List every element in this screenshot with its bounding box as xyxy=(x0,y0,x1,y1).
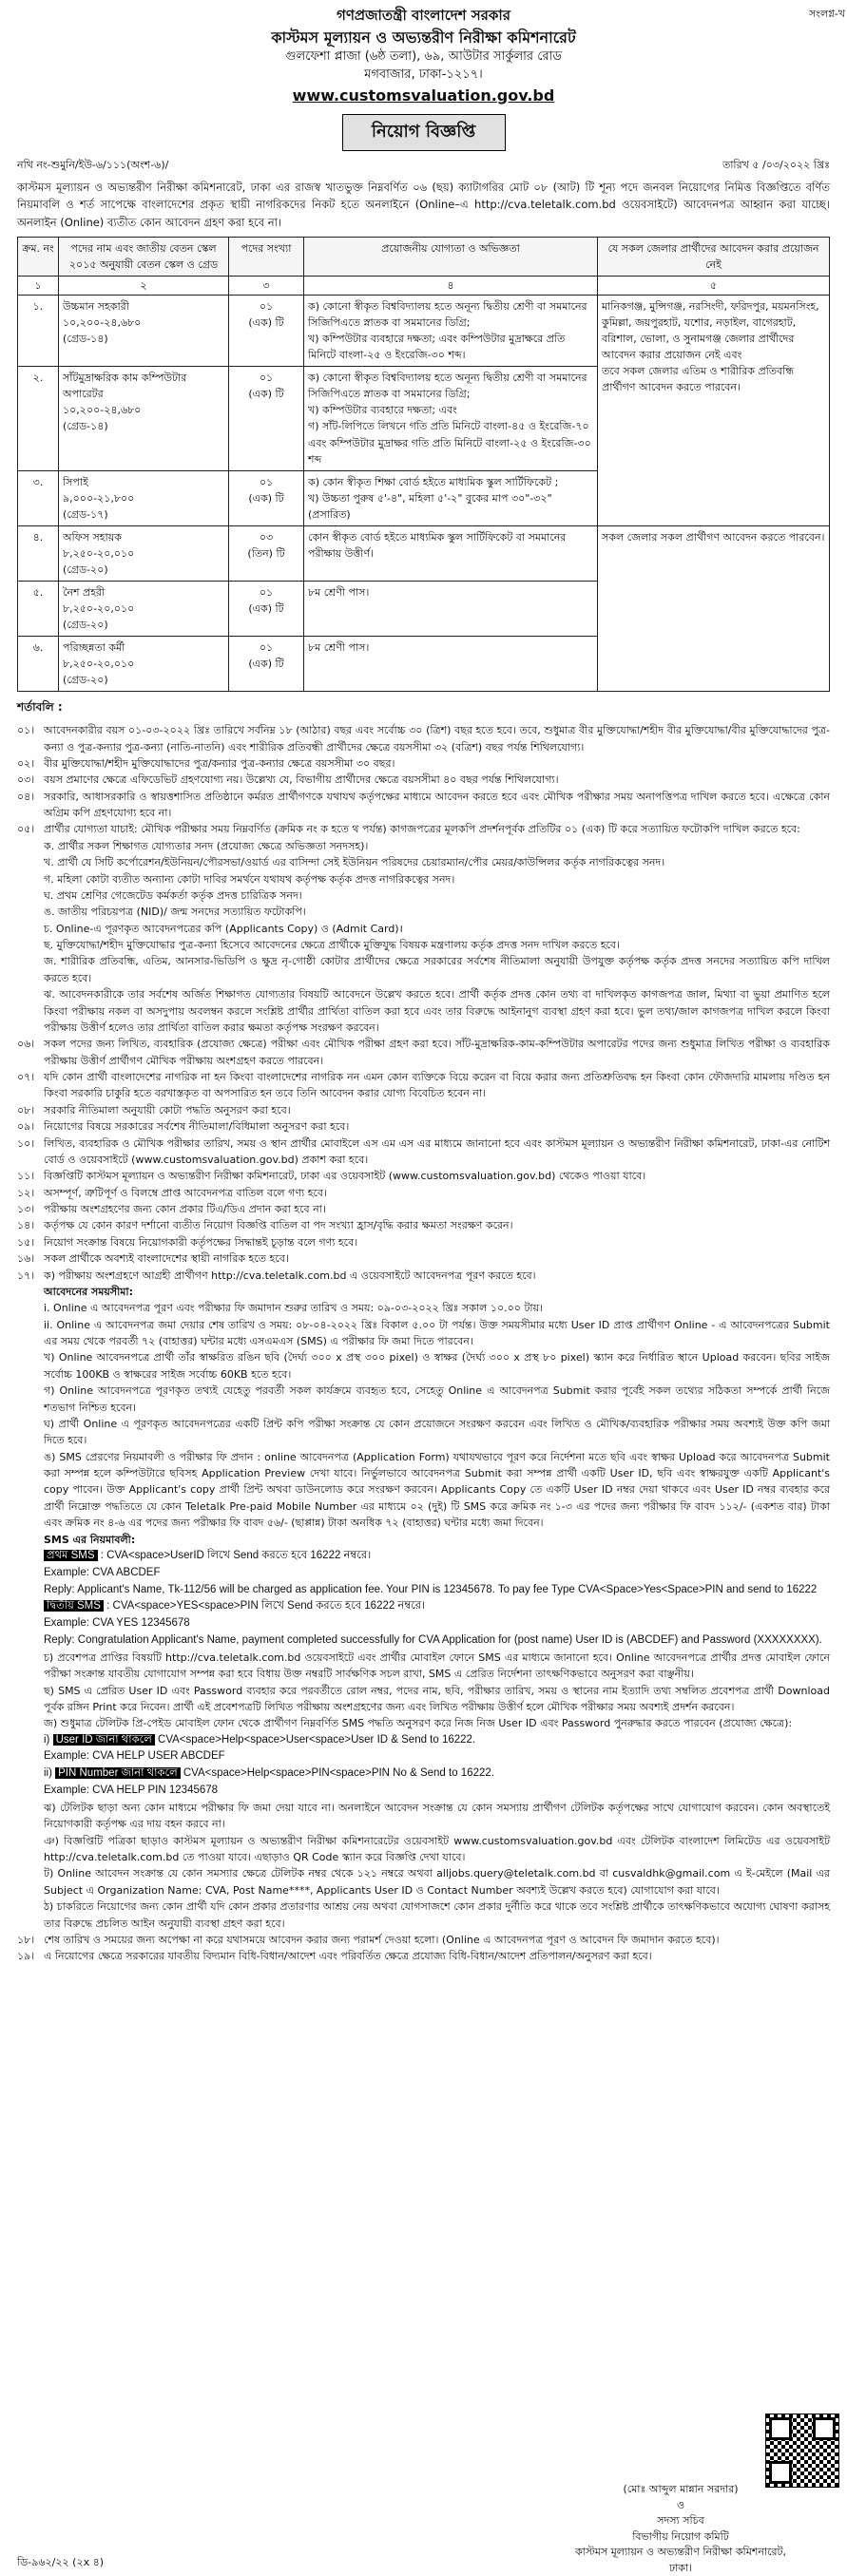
term xyxy=(17,1185,830,1201)
final-note-text: ঞ) বিজ্ঞপ্তিটি পত্রিকা ছাড়াও কাস্টমস মূল্যায়ন ও অভ্যন্তরীণ নিরীক্ষা কমিশনারেটের ওয়েবসাইট www.customsvaluation.gov.bd এবং টেলিটক বাংলাদেশ লিমিটেড এর ওয়েবসাইট http://cva.teletalk.com.bd তে পাওয়া যাবে। এছাড়াও QR Code স্ক্যান করে বিজ্ঞপ্তি দেখা যাবে। xyxy=(44,1834,830,1864)
footer-code: ডি-৯৬২/২২ (২x ৪) xyxy=(17,2556,105,2568)
post-cell: সিপাই ৯,০০০-২১,৮০০ (গ্রেড-১৭) xyxy=(59,470,229,525)
term xyxy=(17,1069,830,1102)
term-number: ১২। xyxy=(17,1186,35,1199)
final-note-text: ঝ) টেলিটক ছাড়া অন্য কোন মাধ্যমে পরীক্ষার ফি জমা দেয়া যাবে না। অনলাইনে আবেদন সংক্রান্ত যে কোন সমস্যায় প্রার্থীগণ টেলিটক কর্তৃপক্ষের সাথে যোগাযোগ করবেন। কোন অবস্থাতেই নিয়োগকারী কর্তৃপক্ষ এর দায় বহন করবে না। xyxy=(44,1801,830,1831)
government-name: গণপ্রজাতন্ত্রী বাংলাদেশ সরকার xyxy=(337,7,510,24)
term-number: ০৮। xyxy=(17,1103,35,1116)
count-cell: ০১ (এক) টি xyxy=(229,367,304,470)
annex-tag: সংলগ্ন-খ xyxy=(809,8,845,20)
term xyxy=(17,1268,830,1284)
final-note-text: ট) Online আবেদন সংক্রান্ত যে কোন সমস্যার ক্ষেত্রে টেলিটক নম্বর থেকে ১২১ নম্বরে অথবা alljobs.query@teletalk.com.bd বা cusvaldhk@gmail.com এ ই-মেইলে (Mail এর Subject এ Organization Name: CVA, Post Name****, Applicants User ID ও Contact Number অবশ্যই উল্লেখ করতে হবে) যোগাযোগ করা যাবে। xyxy=(44,1867,830,1897)
reference-number: নথি নং-শুমুনি/ইউ-৬/১১১(অংশ-৬)/ xyxy=(17,158,169,171)
qr-code-icon xyxy=(765,2414,839,2488)
final-note-text: ঠ) চাকরিতে নিয়োগের জন্য কোন প্রার্থী যদি কোন প্রকার প্রতারণার আশ্রয় নেয় অথবা যোগসাজশে কোন প্রকার দুর্নীতি করে থাকে তবে সংশ্লিষ্ট প্রার্থীকে তাৎক্ষণিকভাবে অযোগ্য ঘোষণা করাসহ তার বিরুদ্ধে প্রচলিত আইন অনুযায়ী ব্যবস্থা গ্রহণ করা হবে। xyxy=(44,1900,830,1930)
serial-cell: ৩. xyxy=(18,470,59,525)
term xyxy=(17,1118,830,1135)
term-text: বিজ্ঞপ্তিটি কাস্টমস মূল্যায়ন ও অভ্যন্তরীণ নিরীক্ষা কমিশনারেট, ঢাকা এর ওয়েবসাইট (www.customsvaluation.gov.bd) থেকেও পাওয়া যাবে। xyxy=(44,1170,646,1183)
term-number: ১৬। xyxy=(17,1252,35,1266)
col-number: ১ xyxy=(18,277,59,296)
serial-cell: ২. xyxy=(18,367,59,470)
notice-page xyxy=(17,6,830,1965)
application-instructions xyxy=(17,1300,830,1531)
application-timeline-title: আবেদনের সময়সীমা: xyxy=(44,1285,133,1298)
address-line-1: গুলফেশা প্লাজা (৬ষ্ঠ তলা), ৬৯, আউটার সার্কুলার রোড xyxy=(285,48,562,64)
col-header-count: পদের সংখ্যা xyxy=(229,237,304,276)
lost-userid-command: CVA<space>Help<space>User<space>User ID & Send to 16222. xyxy=(158,1733,476,1746)
qualification-cell: ৮ম শ্রেণী পাস। xyxy=(304,581,598,636)
lost-pin-label: PIN Number জানা থাকলে xyxy=(55,1767,181,1779)
sms-note: জ) শুধুমাত্র টেলিটক প্রি-পেইড মোবাইল ফোন থেকে প্রার্থীগণ নিম্নবর্ণিত SMS পদ্ধতি অনুসরণ করে নিজ নিজ User ID এবং Password পুনরুদ্ধার করতে পারবেন (প্রযোজ্য ক্ষেত্রে): xyxy=(44,1717,793,1730)
term-text: প্রার্থীর যোগ্যতা যাচাই: মৌখিক পরীক্ষার সময় নিম্নবর্ণিত (ক্রমিক নং ক হতে থ পর্যন্ত) কাগজপত্রের মূলকপি প্রদর্শনপূর্বক প্রতিটির ০১ (এক) টি করে সত্যায়িত ফটোকপি দাখিল করতে হবে: ক. প্রার্থীর সকল শিক্ষাগত যোগ্যতার সনদ (প্রযোজ্য ক্ষেত্রে অভিজ্ঞতা সনদসহ)। খ. প্রার্থী যে সিটি কর্পোরেশন/ইউনিয়ন/পৌরসভা/ওয়ার্ড এর বাসিন্দা সেই ইউনিয়ন পরিষদের চেয়ারম্যান/পৌর মেয়র/কাউন্সিলর কর্তৃক নাগরিকত্বের সনদ। গ. মহিলা কোটা ব্যতীত অন্যান্য কোটা দাবির সমর্থনে যথাযথ কর্তৃপক্ষ কর্তৃক প্রদত্ত নাগরিকত্বের সনদ। ঘ. প্রথম শ্রেণির গেজেটেড কর্মকর্তা কর্তৃক প্রদত্ত চারিত্রিক সনদ। ঙ. জাতীয় পরিচয়পত্র (NID)/ জন্ম সনদের সত্যায়িত ফটোকপি। চ. Online-এ পূরণকৃত আবেদনপত্রের কপি (Applicants Copy) ও (Admit Card)। ছ. মুক্তিযোদ্ধা/শহীদ মুক্তিযোদ্ধার পুত্র-কন্যা হিসেবে আবেদনের ক্ষেত্রে প্রার্থীকে মুক্তিযুদ্ধ বিষয়ক মন্ত্রণালয় কর্তৃক প্রদত্ত সনদ দাখিল করতে হবে। জ. শারীরিক প্রতিবন্ধি, এতিম, আনসার-ভিডিপি ও ক্ষুদ্র নৃ-গোষ্ঠী কোটার প্রার্থীদের ক্ষেত্রে সরকারের সর্বশেষ নীতিমালা অনুযায়ী উপযুক্ত কর্তৃপক্ষ কর্তৃক প্রদত্ত সনদের সত্যায়িত কপি দাখিল করতে হবে। ঝ. আবেদনকারীকে তার সর্বশেষ অর্জিত শিক্ষাগত যোগ্যতার বিষয়টি আবেদনে উল্লেখ করতে হবে। প্রার্থী কর্তৃক প্রদত্ত কোন তথ্য বা দাখিলকৃত কাগজপত্র জাল, মিথ্যা বা ভুয়া প্রমাণিত হলে কিংবা পরীক্ষায় নকল বা অসদুপায় অবলম্বন করলে সংশ্লিষ্ট প্রার্থীর প্রার্থিতা বাতিল করা হবে এবং তার বিরুদ্ধে আইনানুগ ব্যবস্থা গ্রহণ করা হবে। ভুল তথ্য/জাল কাগজপত্র দাখিল করলে কিংবা পরীক্ষায় উত্তীর্ণ হলেও তার প্রার্থিতা বাতিল করার ক্ষমতা কর্তৃপক্ষ সংরক্ষণ করবেন। xyxy=(44,823,830,1034)
col-header-qualification: প্রয়োজনীয় যোগ্যতা ও অভিজ্ঞতা xyxy=(304,237,598,276)
term-text: বয়স প্রমাণের ক্ষেত্রে এফিডেভিট গ্রহণযোগ্য নয়। উল্লেখ্য যে, বিভাগীয় প্রার্থীদের ক্ষেত্রে বয়সসীমা ৪০ বছর পর্যন্ত শিথিলযোগ্য। xyxy=(44,773,559,787)
col-header-serial: ক্রম. নং xyxy=(18,237,59,276)
serial-cell: ৬. xyxy=(18,637,59,692)
header xyxy=(17,6,830,106)
application-instruction: ঘ) প্রার্থী Online এ পূরণকৃত আবেদনপত্রের একটি প্রিন্ট কপি পরীক্ষা সংক্রান্ত যে কোন প্রয়োজনে সংরক্ষণ করবেন এবং লিখিত ও মৌখিক/ব্যবহারিক পরীক্ষার সময় অবশ্যই উক্ত কপি জমা দিতে হবে। xyxy=(44,1417,830,1447)
lost-userid-example: Example: CVA HELP USER ABCDEF xyxy=(44,1750,225,1763)
lost-pin-command: CVA<space>Help<space>PIN<space>PIN No & Send to 16222. xyxy=(183,1767,494,1780)
post-cell: উচ্চমান সহকারী ১০,২০০-২৪,৬৮০ (গ্রেড-১৪) xyxy=(59,296,229,367)
term xyxy=(17,1201,830,1217)
term-number: ১৭। xyxy=(17,1269,35,1282)
sms-notes xyxy=(17,1650,830,1732)
final-note-number xyxy=(17,1899,44,1932)
reference-line xyxy=(17,157,830,175)
term-number: ১১। xyxy=(17,1170,35,1183)
lost-userid-label: User ID জানা থাকলে xyxy=(53,1734,155,1746)
count-cell: ০১ (এক) টি xyxy=(229,637,304,692)
term xyxy=(17,1250,830,1267)
districts-cell: সকল জেলার সকল প্রার্থীগণ আবেদন করতে পারবেন। xyxy=(598,525,830,691)
qualification-cell: ক) কোন স্বীকৃত শিক্ষা বোর্ড হইতে মাধ্যমিক স্কুল সার্টিফিকেট ; খ) উচ্চতা পুরুষ ৫'-৪", মহিলা ৫'-২" বুকের মাপ ৩০"-৩২" (প্রসারিত) xyxy=(304,470,598,525)
terms-list xyxy=(17,722,830,1284)
term-text: নিয়োগের বিষয়ে সরকারের সর্বশেষ নীতিমালা/বিধিমালা অনুসরণ করা হবে। xyxy=(44,1120,350,1134)
qualification-cell: ৮ম শ্রেণী পাস। xyxy=(304,637,598,692)
term-text: ক) পরীক্ষায় অংশগ্রহণে আগ্রহী প্রার্থীগণ http://cva.teletalk.com.bd এ ওয়েবসাইটে আবেদনপত্র পূরণ করতে হবে। xyxy=(44,1269,536,1282)
term xyxy=(17,1036,830,1069)
final-note-text: এ নিয়োগের ক্ষেত্রে সরকারের যাবতীয় বিদ্যমান বিধি-বিধান/আদেশ এবং পরিবর্তিত ক্ষেত্রে প্রযোজ্য বিধি-বিধান/আদেশ প্রতিপালন/অনুসরণ করা হবে। xyxy=(44,1950,652,1963)
term-text: নিয়োগ সংক্রান্ত বিষয়ে নিয়োগকারী কর্তৃপক্ষের সিদ্ধান্তই চূড়ান্ত বলে গণ্য হবে। xyxy=(44,1235,358,1249)
qualification-cell: ক) কোনো স্বীকৃত বিশ্ববিদ্যালয় হতে অনূন্য দ্বিতীয় শ্রেণী বা সমমানের সিজিপিএতে স্নাতক বা সমমানের ডিগ্রি; খ) কম্পিউটার ব্যবহারে দক্ষতা; এবং কম্পিউটার মুদ্রাক্ষরে প্রতি মিনিটে বাংলা-২৫ ও ইংরেজি-৩০ শব্দ। xyxy=(304,296,598,367)
term-text: সকল প্রার্থীকে অবশ্যই বাংলাদেশের স্থায়ী নাগরিক হতে হবে। xyxy=(44,1252,289,1266)
term-number: ০৩। xyxy=(17,773,35,787)
qualification-cell: কোন স্বীকৃত বোর্ড হইতে মাধ্যমিক স্কুল সার্টিফিকেট বা সমমানের পরীক্ষায় উত্তীর্ণ। xyxy=(304,525,598,581)
signatory-organization: কাস্টমস মূল্যায়ন ও অভ্যন্তরীণ নিরীক্ষা কমিশনারেট, ঢাকা। xyxy=(574,2546,787,2574)
signatory-name: (মোঃ আব্দুল মান্নান সরদার) xyxy=(623,2483,739,2495)
serial-cell: ১. xyxy=(18,296,59,367)
first-sms-example: Example: CVA ABCDEF xyxy=(44,1566,161,1578)
lost-pin-example: Example: CVA HELP PIN 12345678 xyxy=(44,1784,219,1797)
term xyxy=(17,821,830,1036)
term xyxy=(17,772,830,788)
final-note-number: ১৯। xyxy=(17,1950,35,1963)
count-cell: ০৩ (তিন) টি xyxy=(229,525,304,581)
term-number: ০৬। xyxy=(17,1038,35,1051)
sms-rules-title: SMS এর নিয়মাবলী: xyxy=(44,1533,136,1546)
term-text: সরকারি নীতিমালা অনুযায়ী কোটা পদ্ধতি অনুসরণ করা হবে। xyxy=(44,1103,291,1116)
districts-cell: মানিকগঞ্জ, মুন্সিগঞ্জ, নরসিংদী, ফরিদপুর, ময়মনসিংহ, কুমিল্লা, জয়পুরহাট, যশোর, নড়াইল, বাগেরহাট, বরিশাল, ভোলা, ও সুনামগঞ্জ জেলার প্রার্থীদের আবেদন করার প্রয়োজন নেই এবং তবে সকল জেলার এতিম ও শারীরিক প্রতিবন্ধি প্রার্থীগণ আবেদন করতে পারবেন। xyxy=(598,296,830,526)
final-note xyxy=(17,1800,830,1833)
application-instruction: ঙ) SMS প্রেরণের নিয়মাবলী ও পরীক্ষার ফি প্রদান : online আবেদনপত্র (Application Form) যথাযথভাবে পূরণ করে নির্দেশনা মতে ছবি এবং স্বাক্ষর Upload করে আবেদনপত্র Submit করা সম্পন্ন হলে কম্পিউটারে ছবিসহ Application Preview দেখা যাবে। নির্ভুলভাবে আবেদনপত্র Submit করা সম্পন্ন প্রার্থী একটি User ID, ছবি এবং স্বাক্ষরযুক্ত একটি Applicant's copy পাবেন। উক্ত Applicant's copy প্রার্থী প্রিন্ট অথবা ডাউনলোড করে সংরক্ষণ করবেন। Applicants Copy তে একটি User ID নম্বর দেয়া থাকবে এবং User ID নম্বর ব্যবহার করে প্রার্থী নিম্নোক্ত পদ্ধতিতে যে কোন Teletalk Pre-paid Mobile Number এর মাধ্যমে ০২ (দুই) টি SMS করে ক্রমিক নং ১-৩ এর পদের জন্য পরীক্ষার ফি বাবদ ১১২/- (একশত বার) টাকা এবং ক্রমিক নং ৪-৬ এর পদের জন্য পরীক্ষার ফি বাবদ ৫৬/- (ছাপ্পান্ন) টাকা অনধিক ৭২ (বাহাত্তর) ঘন্টার মধ্যে জমা দিবেন। xyxy=(44,1450,830,1530)
post-row xyxy=(18,525,830,581)
term-number: ১৫। xyxy=(17,1235,35,1249)
application-instruction: ii. Online এ আবেদনপত্র জমা দেয়ার শেষ তারিখ ও সময়: ০৮-০৪-২০২২ খ্রিঃ বিকাল ৫.০০ টা পর্যন্ত। উক্ত সময়সীমার মধ্যে User ID প্রাপ্ত প্রার্থীগণ Online - এ আবেদনপত্রের Submit এর সময় থেকে পরবর্তী ৭২ (বাহাত্তর) ঘন্টার মধ্যে এসএমএস (SMS) এ পরীক্ষার ফি জমা দিতে পারবেন। xyxy=(44,1318,830,1348)
col-number: ৩ xyxy=(229,277,304,296)
application-instruction: গ) Online আবেদনপত্রে পূরণকৃত তথ্যই যেহেতু পরবর্তী সকল কার্যক্রমে ব্যবহৃত হবে, সেহেতু Online এ আবেদনপত্র Submit করার পূর্বেই সকল তথ্যের সঠিকতা সম্পর্কে প্রার্থী নিজে শতভাগ নিশ্চিত হবেন। xyxy=(44,1384,830,1414)
second-sms-reply: Reply: Congratulation Applicant's Name, payment completed successfully for CVA Application for (post name) User ID is (ABCDEF) and Password (XXXXXXXX). xyxy=(44,1633,822,1646)
intro-paragraph: কাস্টমস মূল্যায়ন ও অভ্যন্তরীণ নিরীক্ষা কমিশনারেট, ঢাকা এর রাজস্ব খাতভুক্ত নিম্নবর্ণিত ০৬ (ছয়) ক্যাটাগরির মোট ০৮ (আট) টি শূন্য পদে জনবল নিয়োগের নিমিত্ত বিজ্ঞপ্তিতে বর্ণিত নিয়মাবলি ও শর্ত সাপেক্ষে বাংলাদেশের প্রকৃত স্থায়ী নাগরিকদের নিকট হতে অনলাইনে (Online–এ http://cva.teletalk.com.bd ওয়েবসাইটে) আবেদনপত্র আহ্বান করা যাচ্ছে। অনলাইন (Online) ব্যতীত কোন আবেদন গ্রহণ করা হবে না। xyxy=(17,180,830,229)
serial-cell: ৫. xyxy=(18,581,59,636)
col-header-districts: যে সকল জেলার প্রার্থীদের আবেদন করার প্রয়োজন নেই xyxy=(598,237,830,276)
second-sms-command: : CVA<space>YES<space>PIN লিখে Send করতে হবে 16222 নম্বরে। xyxy=(106,1600,426,1612)
final-note xyxy=(17,1865,830,1899)
term-number: ১০। xyxy=(17,1136,35,1150)
address-line-2: মগবাজার, ঢাকা-১২১৭। xyxy=(364,67,483,82)
post-cell: নৈশ প্রহরী ৮,২৫০-২০,০১০ (গ্রেড-২০) xyxy=(59,581,229,636)
term-text: লিখিত, ব্যবহারিক ও মৌখিক পরীক্ষার তারিখ, সময় ও স্থান প্রার্থীর মোবাইলে এস এম এস এর মাধ্যমে জানানো হবে এবং কাস্টমস মূল্যায়ন ও অভ্যন্তরীণ নিরীক্ষা কমিশনারেট, ঢাকা-এর নোটিশ বোর্ড ও ওয়েবসাইটে (www.customsvaluation.gov.bd) প্রকাশ করা হবে। xyxy=(44,1136,830,1166)
term-number: ১৪। xyxy=(17,1219,35,1232)
final-notes xyxy=(17,1800,830,1965)
term-text: অসম্পূর্ণ, ত্রুটিপূর্ণ ও বিলম্বে প্রাপ্ত আবেদনপত্র বাতিল বলে গণ্য হবে। xyxy=(44,1186,327,1199)
signatory-committee: বিভাগীয় নিয়োগ কমিটি xyxy=(632,2529,729,2543)
notice-date: তারিখ ৫ /০৩/২০২২ খ্রিঃ xyxy=(722,158,830,171)
final-note-text: শেষ তারিখ ও সময়ের জন্য অপেক্ষা না করে যথাসময়ে আবেদন করার জন্য পরামর্শ দেওয়া হলো। (Online এ আবেদনপত্র পূরণ ও আবেদন ফি জমাদান করতে হবে)। xyxy=(44,1933,720,1946)
term xyxy=(17,1102,830,1118)
signature-block xyxy=(571,2482,790,2576)
col-number: ৫ xyxy=(598,277,830,296)
second-sms-example: Example: CVA YES 12345678 xyxy=(44,1617,190,1630)
term-number: ০১। xyxy=(17,724,35,737)
final-note-number: ১৮। xyxy=(17,1933,35,1946)
first-sms-label: প্রথম SMS xyxy=(44,1550,98,1561)
first-sms-command: : CVA<space>UserID লিখে Send করতে হবে 16222 নম্বরে। xyxy=(100,1549,372,1561)
post-row xyxy=(18,296,830,367)
col-number: ২ xyxy=(59,277,229,296)
term xyxy=(17,722,830,755)
qualification-cell: ক) কোনো স্বীকৃত বিশ্ববিদ্যালয় হতে অনূন্য দ্বিতীয় শ্রেণী বা সমমানের সিজিপিএতে স্নাতক বা সমমানের ডিগ্রি; খ) কম্পিউটার ব্যবহারে দক্ষতা; এবং গ) সাঁট-লিপিতে লিখনে গতি প্রতি মিনিটে বাংলা-৪৫ ও ইংরেজি-৭০ এবং কম্পিউটার মুদ্রাক্ষর গতি প্রতি মিনিটে বাংলা-২৫ ও ইংরেজি-৩০ শব্দ xyxy=(304,367,598,470)
term-text: পরীক্ষায় অংশগ্রহণের জন্য কোন প্রকার টিএ/ডিএ প্রদান করা হবে না। xyxy=(44,1203,326,1216)
term xyxy=(17,1135,830,1169)
term-number: ০৪। xyxy=(17,790,35,803)
count-cell: ০১ (এক) টি xyxy=(229,581,304,636)
post-cell: অফিস সহায়ক ৮,২৫০-২০,০১০ (গ্রেড-২০) xyxy=(59,525,229,581)
first-sms-reply: Reply: Applicant's Name, Tk-112/56 will be charged as application fee. Your PIN is 12345678. To pay fee Type CVA<Space>Yes<Space>PIN and send to 16222 xyxy=(44,1583,818,1595)
sms-rules xyxy=(17,1548,830,1650)
second-sms-label: দ্বিতীয় SMS xyxy=(44,1600,104,1612)
col-header-post: পদের নাম এবং জাতীয় বেতন স্কেল ২০১৫ অনুযায়ী বেতন স্কেল ও গ্রেড xyxy=(59,237,229,276)
term-number: ০৫। xyxy=(17,823,35,836)
terms-title: শর্তাবলি : xyxy=(17,700,63,715)
term xyxy=(17,1168,830,1184)
final-note-number xyxy=(17,1865,44,1899)
final-note-number xyxy=(17,1833,44,1866)
term xyxy=(17,755,830,772)
signatory-role: সদস্য সচিব xyxy=(657,2514,704,2527)
term xyxy=(17,789,830,822)
term-number: ০২। xyxy=(17,756,35,770)
post-cell: পরিচ্ছন্নতা কর্মী ৮,২৫০-২০,০১০ (গ্রেড-২০) xyxy=(59,637,229,692)
sms-note: চ) প্রবেশপত্র প্রাপ্তির বিষয়টি http://cva.teletalk.com.bd ওয়েবসাইটে এবং প্রার্থীর মোবাইল ফোনে SMS এর মাধ্যমে জানানো হবে। Online আবেদনপত্রে প্রার্থীর প্রদত্ত মোবাইল ফোনে পরীক্ষা সংক্রান্ত যাবতীয় যোগাযোগ সম্পন্ন করা হবে বিধায় উক্ত নম্বরটি সার্বক্ষণিক সচল রাখা, SMS এ প্রেরিত নির্দেশনা তাৎক্ষণিকভাবে অনুসরণ করা বাঞ্ছনীয়। xyxy=(44,1651,830,1681)
term-text: কর্তৃপক্ষ যে কোন কারণ দর্শানো ব্যতীত নিয়োগ বিজ্ঞপ্তি বাতিল বা পদ সংখ্যা হ্রাস/বৃদ্ধি করার ক্ষমতা সংরক্ষণ করেন। xyxy=(44,1219,513,1232)
application-instruction: খ) Online আবেদনপত্রে প্রার্থী তাঁর স্বাক্ষরিত রঙিন ছবি (দৈর্ঘ্য ৩০০ x প্রস্থ ৩০০ pixel) ও স্বাক্ষর (দৈর্ঘ্য ৩০০ x প্রস্থ ৮০ pixel) স্ক্যান করে নির্ধারিত স্থানে Upload করবেন। ছবির সাইজ সর্বোচ্চ 100KB ও স্বাক্ষরের সাইজ সর্বোচ্চ 60KB হতে হবে। xyxy=(44,1351,830,1381)
application-instruction: i. Online এ আবেদনপত্র পূরণ এবং পরীক্ষার ফি জমাদান শুরুর তারিখ ও সময়: ০৯-০৩-২০২২ খ্রিঃ সকাল ১০.০০ টায়। xyxy=(44,1302,544,1315)
posts-table xyxy=(17,237,830,692)
signatory-conjunction: ও xyxy=(676,2498,685,2511)
term-text: আবেদনকারীর বয়স ০১-০৩-২০২২ খ্রিঃ তারিখে সর্বনিম্ন ১৮ (আঠার) বছর এবং সর্বোচ্চ ৩০ (ত্রিশ) বছর হতে হবে। তবে, শুধুমাত্র বীর মুক্তিযোদ্ধা/শহীদ বীর মুক্তিযোদ্ধা/বীর মুক্তিযোদ্ধাদের পুত্র-কন্যা ও পুত্র-কন্যার পুত্র-কন্যা (নাতি-নাতনি) এবং শারীরিক প্রতিবন্ধী প্রার্থীদের ক্ষেত্রে বয়সসীমা ৩২ (বত্রিশ) বছর পর্যন্ত শিথিলযোগ্য। xyxy=(44,724,830,754)
final-note xyxy=(17,1948,830,1964)
post-cell: সাঁটমুদ্রাক্ষরিক কাম কম্পিউটার অপারেটর ১০,২০০-২৪,৬৮০ (গ্রেড-১৪) xyxy=(59,367,229,470)
term-text: বীর মুক্তিযোদ্ধা/শহীদ মুক্তিযোদ্ধাদের পুত্র/কন্যার পুত্র-কন্যার ক্ষেত্রে বয়সসীমা ৩০ বছর। xyxy=(44,756,395,770)
term xyxy=(17,1217,830,1233)
count-cell: ০১ (এক) টি xyxy=(229,470,304,525)
term-text: সকল পদের জন্য লিখিত, ব্যবহারিক (প্রযোজ্য ক্ষেত্রে) পরীক্ষা এবং মৌখিক পরীক্ষা গ্রহণ করা হবে। সাঁট-মুদ্রাক্ষরিক-কাম-কম্পিউটার অপারেটর পদের জন্য শুধুমাত্র লিখিত পরীক্ষা ও ব্যবহারিক পরীক্ষায় উত্তীর্ণ প্রার্থীগণ মৌখিক পরীক্ষায় অংশগ্রহণ করতে পারবেন। xyxy=(44,1038,830,1067)
term-number: ০৯। xyxy=(17,1120,35,1134)
final-note xyxy=(17,1833,830,1866)
final-note xyxy=(17,1932,830,1948)
recovery-sms: i) User ID জানা থাকলে CVA<space>Help<space>User<space>User ID & Send to 16222. Example: CVA HELP USER ABCDEF ii) PIN Number জানা থাকলে CVA<space>Help<space>PIN<space>PIN No & Send to 16222. Example: CVA HELP PIN 12345678 xyxy=(17,1732,830,1800)
count-cell: ০১ (এক) টি xyxy=(229,296,304,367)
website-link[interactable]: www.customsvaluation.gov.bd xyxy=(292,86,555,105)
term-text: সরকারি, আধাসরকারি ও স্বায়ত্তশাসিত প্রতিষ্ঠানে কর্মরত প্রার্থীগণকে যথাযথ কর্তৃপক্ষের মাধ্যমে আবেদন করতে হবে এবং মৌখিক পরীক্ষার সময় অনাপত্তিপত্র দাখিল করতে হবে। এক্ষেত্রে কোন অগ্রিম কপি গ্রহণযোগ্য হবে না। xyxy=(44,790,830,820)
term xyxy=(17,1234,830,1250)
final-note-number xyxy=(17,1800,44,1833)
notice-title: নিয়োগ বিজ্ঞপ্তি xyxy=(342,114,506,151)
term-number: ০৭। xyxy=(17,1071,35,1084)
term-text: যদি কোন প্রার্থী বাংলাদেশের নাগরিক না হন কিংবা বাংলাদেশের নাগরিক নন এমন কোন ব্যক্তিকে বিয়ে করেন বা বিয়ে করার জন্য প্রতিশ্রুতিবদ্ধ হন কিংবা কোন ফৌজদারি মামলায় দণ্ডিত হন কিংবা সরকারি চাকুরি হতে বরখাস্তকৃত বা অপসারিত হন তবে তিনি আবেদন করার যোগ্য বিবেচিত হবেন না। xyxy=(44,1071,830,1100)
term-number: ১৩। xyxy=(17,1203,35,1216)
final-note xyxy=(17,1899,830,1932)
office-name: কাস্টমস মূল্যায়ন ও অভ্যন্তরীণ নিরীক্ষা কমিশনারেট xyxy=(271,28,576,47)
sms-note: ছ) SMS এ প্রেরিত User ID এবং Password ব্যবহার করে পরবর্তীতে রোল নম্বর, পদের নাম, ছবি, পরীক্ষার তারিখ, সময় ও স্থানের নাম ইত্যাদি তথ্য সম্বলিত প্রবেশপত্র প্রার্থী Download পূর্বক রঙ্গিন Print করে নিবেন। প্রার্থী এই প্রবেশপত্রটি লিখিত পরীক্ষায় অংশগ্রহণের জন্য এবং লিখিত পরীক্ষায় উত্তীর্ণ হলে মৌখিক পরীক্ষার সময় অবশ্যই প্রদর্শন করবেন। xyxy=(44,1684,830,1713)
col-number: ৪ xyxy=(304,277,598,296)
serial-cell: ৪. xyxy=(18,525,59,581)
